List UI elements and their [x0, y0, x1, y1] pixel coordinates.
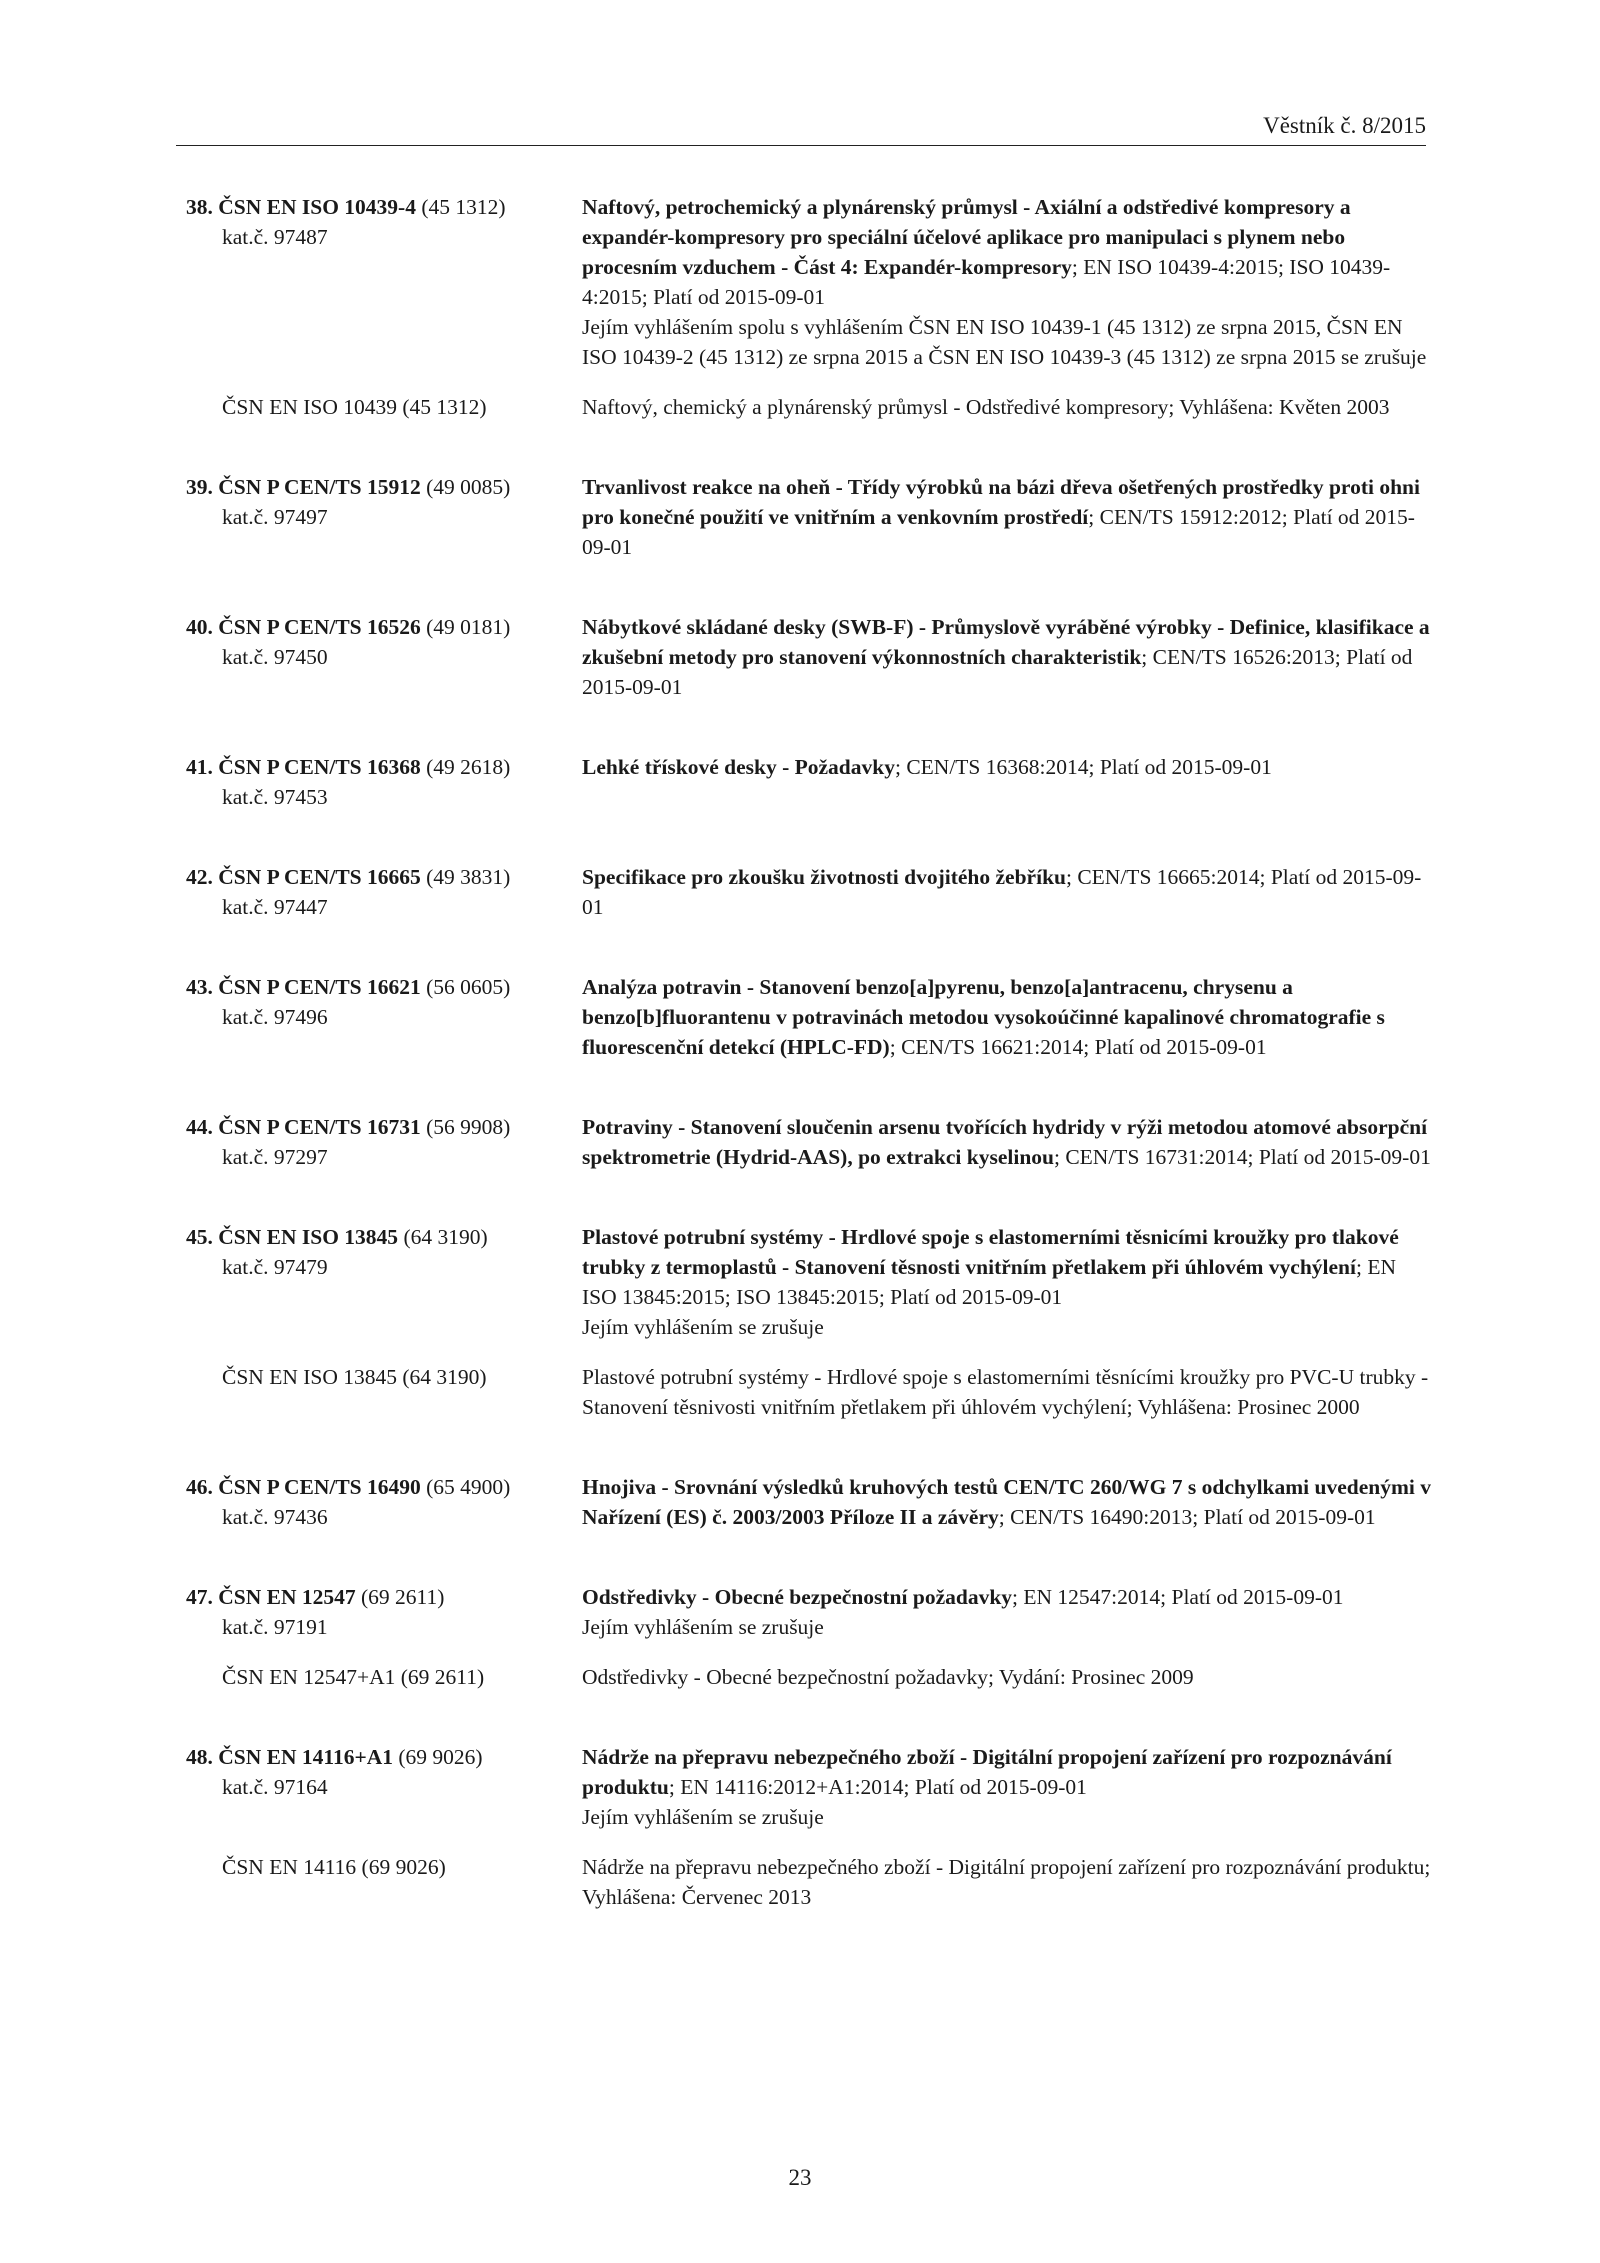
catalog-number: kat.č. 97479	[222, 1255, 328, 1279]
standard-title: Plastové potrubní systémy - Hrdlové spoje s elastomerními těsnicími kroužky pro tlakové trubky z termoplastů - Stanovení těsnosti vnitřním přetlakem při úhlovém vychýlení	[582, 1225, 1399, 1279]
standard-entry	[186, 1222, 1429, 1422]
standard-identifier: 48. ČSN EN 14116+A1 (69 9026) kat.č. 97164	[186, 1742, 582, 1832]
catalog-number: kat.č. 97436	[222, 1505, 328, 1529]
standard-title: Potraviny - Stanovení sloučenin arsenu tvořících hydridy v rýži metodou atomové absorpční spektrometrie (Hydrid-AAS), po extrakci kyselinou	[582, 1115, 1428, 1169]
standard-description: Odstředivky - Obecné bezpečnostní požadavky; EN 12547:2014; Platí od 2015-09-01 Jejím vyhlášením se zrušuje	[582, 1582, 1432, 1642]
standard-title: Naftový, petrochemický a plynárenský průmysl - Axiální a odstředivé kompresory a expandér-kompresory pro speciální účelové aplikace pro manipulaci s plynem nebo procesním vzduchem - Část 4: Expandér-kompresory	[582, 195, 1351, 279]
standard-title: Analýza potravin - Stanovení benzo[a]pyrenu, benzo[a]antracenu, chrysenu a benzo[b]fluorantenu v potravinách metodou vysokoúčinné kapalinové chromatografie s fluorescenční detekcí (HPLC-FD)	[582, 975, 1385, 1059]
standard-title: Nádrže na přepravu nebezpečného zboží - Digitální propojení zařízení pro rozpoznávání produktu	[582, 1745, 1392, 1799]
catalog-number: kat.č. 97497	[222, 505, 328, 529]
standard-description: Analýza potravin - Stanovení benzo[a]pyrenu, benzo[a]antracenu, chrysenu a benzo[b]fluorantenu v potravinách metodou vysokoúčinné kapalinové chromatografie s fluorescenční detekcí (HPLC-FD); CEN/TS 16621:2014; Platí od 2015-09-01	[582, 975, 1385, 1059]
journal-title: Věstník č. 8/2015	[1263, 113, 1426, 138]
catalog-number: kat.č. 97450	[222, 645, 328, 669]
standard-description: Plastové potrubní systémy - Hrdlové spoje s elastomerními těsnicími kroužky pro tlakové trubky z termoplastů - Stanovení těsnosti vnitřním přetlakem při úhlovém vychýlení; EN ISO 13845:2015; ISO 13845:2015; Platí od 2015-09-01 Jejím vyhlášením se zrušuje	[582, 1222, 1432, 1342]
standard-identifier: 40. ČSN P CEN/TS 16526 (49 0181) kat.č. 97450	[186, 612, 582, 702]
replaced-standard-text: Naftový, chemický a plynárenský průmysl - Odstředivé kompresory; Vyhlášena: Květen 2003	[582, 395, 1390, 419]
replaced-standard-text: Nádrže na přepravu nebezpečného zboží - Digitální propojení zařízení pro rozpoznávání produktu; Vyhlášena: Červenec 2013	[582, 1855, 1431, 1909]
withdrawal-note: Jejím vyhlášením se zrušuje	[582, 1615, 824, 1639]
standard-identifier: 44. ČSN P CEN/TS 16731 (56 9908) kat.č. 97297	[186, 1112, 582, 1172]
standard-description: Specifikace pro zkoušku životnosti dvojitého žebříku; CEN/TS 16665:2014; Platí od 2015-09-01	[582, 865, 1422, 919]
standard-description: Hnojiva - Srovnání výsledků kruhových testů CEN/TC 260/WG 7 s odchylkami uvedenými v Nařízení (ES) č. 2003/2003 Příloze II a závěry; CEN/TS 16490:2013; Platí od 2015-09-01	[582, 1475, 1431, 1529]
standard-entry	[186, 1582, 1426, 1692]
standard-identifier: 43. ČSN P CEN/TS 16621 (56 0605) kat.č. 97496	[186, 972, 582, 1062]
catalog-number: kat.č. 97487	[222, 225, 328, 249]
standard-description: Nádrže na přepravu nebezpečného zboží - Digitální propojení zařízení pro rozpoznávání produktu; EN 14116:2012+A1:2014; Platí od 2015-09-01 Jejím vyhlášením se zrušuje	[582, 1742, 1432, 1832]
standard-title: Trvanlivost reakce na oheň - Třídy výrobků na bázi dřeva ošetřených prostředky proti ohni pro konečné použití ve vnitřním a venkovním prostředí	[582, 475, 1420, 529]
catalog-number: kat.č. 97297	[222, 1145, 328, 1169]
standard-title: Odstředivky - Obecné bezpečnostní požadavky	[582, 1585, 1013, 1609]
catalog-number: kat.č. 97447	[222, 895, 328, 919]
standard-title: Hnojiva - Srovnání výsledků kruhových testů CEN/TC 260/WG 7 s odchylkami uvedenými v Nařízení (ES) č. 2003/2003 Příloze II a závěry	[582, 1475, 1431, 1529]
catalog-number: kat.č. 97496	[222, 1005, 328, 1029]
withdrawal-note: Jejím vyhlášením se zrušuje	[582, 1315, 824, 1339]
standard-entry	[186, 1472, 1431, 1532]
standard-identifier: 39. ČSN P CEN/TS 15912 (49 0085) kat.č. 97497	[186, 472, 582, 562]
standard-identifier: 46. ČSN P CEN/TS 16490 (65 4900) kat.č. 97436	[186, 1472, 582, 1532]
standard-description: Lehké třískové desky - Požadavky; CEN/TS 16368:2014; Platí od 2015-09-01	[582, 755, 1272, 779]
withdrawal-note: Jejím vyhlášením spolu s vyhlášením ČSN EN ISO 10439-1 (45 1312) ze srpna 2015, ČSN EN ISO 10439-2 (45 1312) ze srpna 2015 a ČSN EN ISO 10439-3 (45 1312) ze srpna 2015 se zrušuje	[582, 315, 1427, 369]
standard-identifier: 47. ČSN EN 12547 (69 2611) kat.č. 97191	[186, 1582, 582, 1642]
replaced-standard-id: ČSN EN 14116 (69 9026)	[222, 1855, 446, 1879]
standard-entry	[186, 612, 1430, 702]
replaced-standard-id: ČSN EN ISO 13845 (64 3190)	[222, 1365, 487, 1389]
replaced-standard-id: ČSN EN 12547+A1 (69 2611)	[222, 1665, 485, 1689]
standard-identifier: 45. ČSN EN ISO 13845 (64 3190) kat.č. 97479	[186, 1222, 582, 1342]
standard-entry	[186, 1742, 1431, 1912]
catalog-number: kat.č. 97164	[222, 1775, 328, 1799]
replaced-standard-id: ČSN EN ISO 10439 (45 1312)	[222, 395, 487, 419]
standard-identifier: 41. ČSN P CEN/TS 16368 (49 2618) kat.č. 97453	[186, 752, 582, 812]
standard-title: Lehké třískové desky - Požadavky	[582, 755, 895, 779]
catalog-number: kat.č. 97453	[222, 785, 328, 809]
standard-entry	[186, 1112, 1431, 1172]
standard-identifier: 42. ČSN P CEN/TS 16665 (49 3831) kat.č. 97447	[186, 862, 582, 922]
page-header	[176, 113, 1426, 146]
catalog-number: kat.č. 97191	[222, 1615, 328, 1639]
standard-title: Nábytkové skládané desky (SWB-F) - Průmyslově vyráběné výrobky - Definice, klasifikace a zkušební metody pro stanovení výkonnostních charakteristik	[582, 615, 1430, 669]
page-number: 23	[788, 2165, 812, 2190]
withdrawal-note: Jejím vyhlášením se zrušuje	[582, 1805, 824, 1829]
standard-entry	[186, 862, 1426, 922]
standard-description: Nábytkové skládané desky (SWB-F) - Průmyslově vyráběné výrobky - Definice, klasifikace a zkušební metody pro stanovení výkonnostních charakteristik; CEN/TS 16526:2013; Platí od 2015-09-01	[582, 615, 1430, 699]
replaced-standard-text: Plastové potrubní systémy - Hrdlové spoje s elastomerními těsnícími kroužky pro PVC-U trubky - Stanovení těsnivosti vnitřním přetlakem při úhlovém vychýlení; Vyhlášena: Prosinec 2000	[582, 1365, 1429, 1419]
standard-description: Trvanlivost reakce na oheň - Třídy výrobků na bázi dřeva ošetřených prostředky proti ohni pro konečné použití ve vnitřním a venkovním prostředí; CEN/TS 15912:2012; Platí od 2015-09-01	[582, 475, 1420, 559]
standard-entry	[186, 752, 1426, 812]
standards-list	[186, 192, 1431, 1962]
standard-title: Specifikace pro zkoušku životnosti dvojitého žebříku	[582, 865, 1066, 889]
standard-description: Potraviny - Stanovení sloučenin arsenu tvořících hydridy v rýži metodou atomové absorpční spektrometrie (Hydrid-AAS), po extrakci kyselinou; CEN/TS 16731:2014; Platí od 2015-09-01	[582, 1115, 1431, 1169]
standard-entry	[186, 472, 1426, 562]
replaced-standard-text: Odstředivky - Obecné bezpečnostní požadavky; Vydání: Prosinec 2009	[582, 1665, 1194, 1689]
standard-entry	[186, 192, 1426, 422]
standard-description: Naftový, petrochemický a plynárenský průmysl - Axiální a odstředivé kompresory a expandér-kompresory pro speciální účelové aplikace pro manipulaci s plynem nebo procesním vzduchem - Část 4: Expandér-kompresory; EN ISO 10439-4:2015; ISO 10439-4:2015; Platí od 2015-09-01 Jejím vyhlášením spolu s vyhlášením ČSN EN ISO 10439-1 (45 1312) ze srpna 2015, ČSN EN ISO 10439-2 (45 1312) ze srpna 2015 a ČSN EN ISO 10439-3 (45 1312) ze srpna 2015 se zrušuje	[582, 192, 1432, 372]
standard-identifier: 38. ČSN EN ISO 10439-4 (45 1312) kat.č. 97487	[186, 192, 582, 372]
standard-entry	[186, 972, 1426, 1062]
